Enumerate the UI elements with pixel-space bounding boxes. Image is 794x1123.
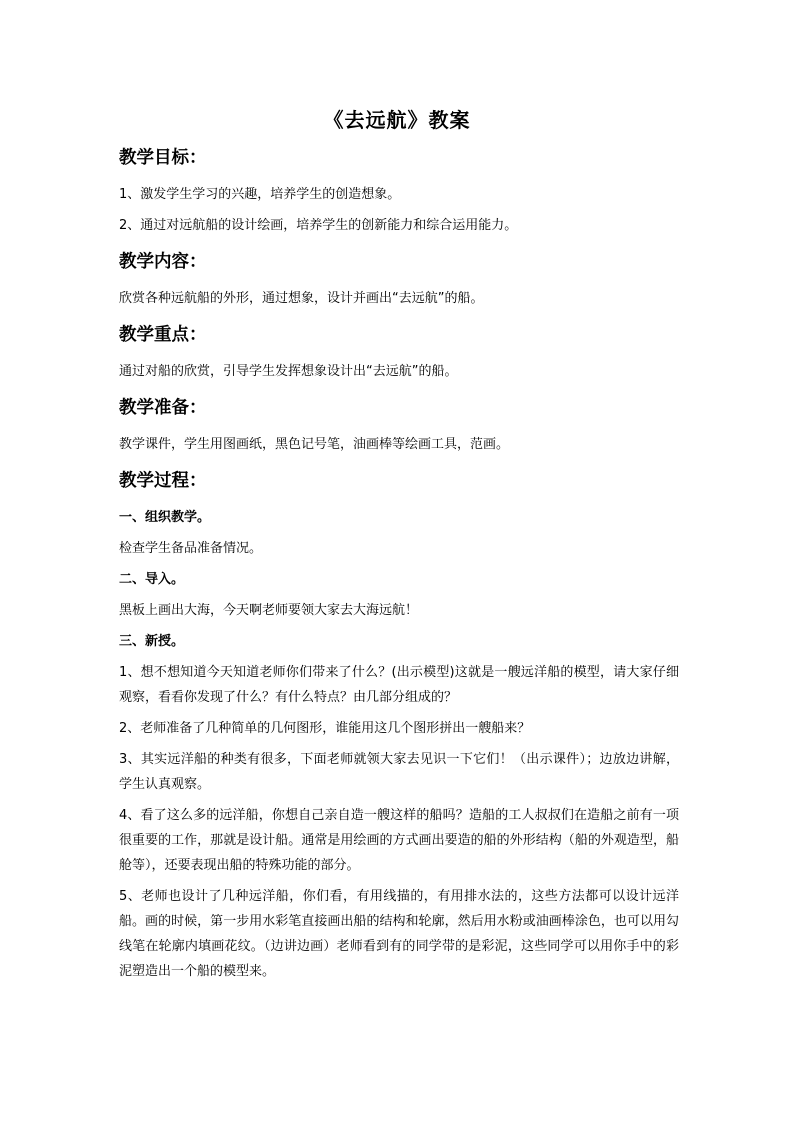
document-title: 《去远航》教案 (323, 108, 471, 132)
step2-text: 黑板上画出大海，今天啊老师要领大家去大海远航！ (119, 603, 419, 618)
step3-item: 1、想不想知道今天知道老师你们带来了什么？(出示模型)这就是一艘远洋船的模型，请大家仔细观察，看看你发现了什么？有什么特点？由几部分组成的？ (119, 665, 679, 705)
preparation-text: 教学课件，学生用图画纸，黑色记号笔，油画棒等绘画工具，范画。 (119, 437, 510, 452)
step1-heading: 一、组织教学。 (119, 510, 211, 525)
document-body (119, 146, 679, 990)
step1-text: 检查学生备品准备情况。 (119, 541, 263, 556)
heading-process: 教学过程： (119, 471, 207, 491)
step3-item: 3、其实远洋船的种类有很多，下面老师就领大家去见识一下它们！（出示课件）；边放边讲解，学生认真观察。 (119, 752, 679, 792)
step3-item: 4、看了这么多的远洋船，你想自己亲自造一艘这样的船吗？造船的工人叔叔们在造船之前有一项很重要的工作，那就是设计船。通常是用绘画的方式画出要造的船的外形结构（船的外观造型，船舱等），还要表现出船的特殊功能的部分。 (119, 808, 679, 873)
heading-preparation: 教学准备： (119, 398, 207, 418)
key-points-text: 通过对船的欣赏，引导学生发挥想象设计出“去远航”的船。 (119, 364, 458, 379)
objective-item: 1、激发学生学习的兴趣，培养学生的创造想象。 (119, 187, 401, 202)
step3-item: 5、老师也设计了几种远洋船，你们看，有用线描的，有用排水法的，这些方法都可以设计远洋船。画的时候，第一步用水彩笔直接画出船的结构和轮廓，然后用水粉或油画棒涂色，也可以用勾线笔在轮廓内填画花纹。（边讲边画）老师看到有的同学带的是彩泥，这些同学可以用你手中的彩泥塑造出一个船的模型来。 (119, 889, 679, 979)
content-text: 欣赏各种远航船的外形，通过想象，设计并画出“去远航”的船。 (119, 291, 484, 306)
step3-item: 2、老师准备了几种简单的几何图形，谁能用这几个图形拼出一艘船来？ (119, 721, 531, 736)
heading-content: 教学内容： (119, 252, 207, 272)
heading-objectives: 教学目标： (119, 148, 207, 168)
step2-heading: 二、导入。 (119, 572, 185, 587)
step3-heading: 三、新授。 (119, 634, 185, 649)
heading-key-points: 教学重点： (119, 325, 207, 345)
objective-item: 2、通过对远航船的设计绘画，培养学生的创新能力和综合运用能力。 (119, 218, 518, 233)
